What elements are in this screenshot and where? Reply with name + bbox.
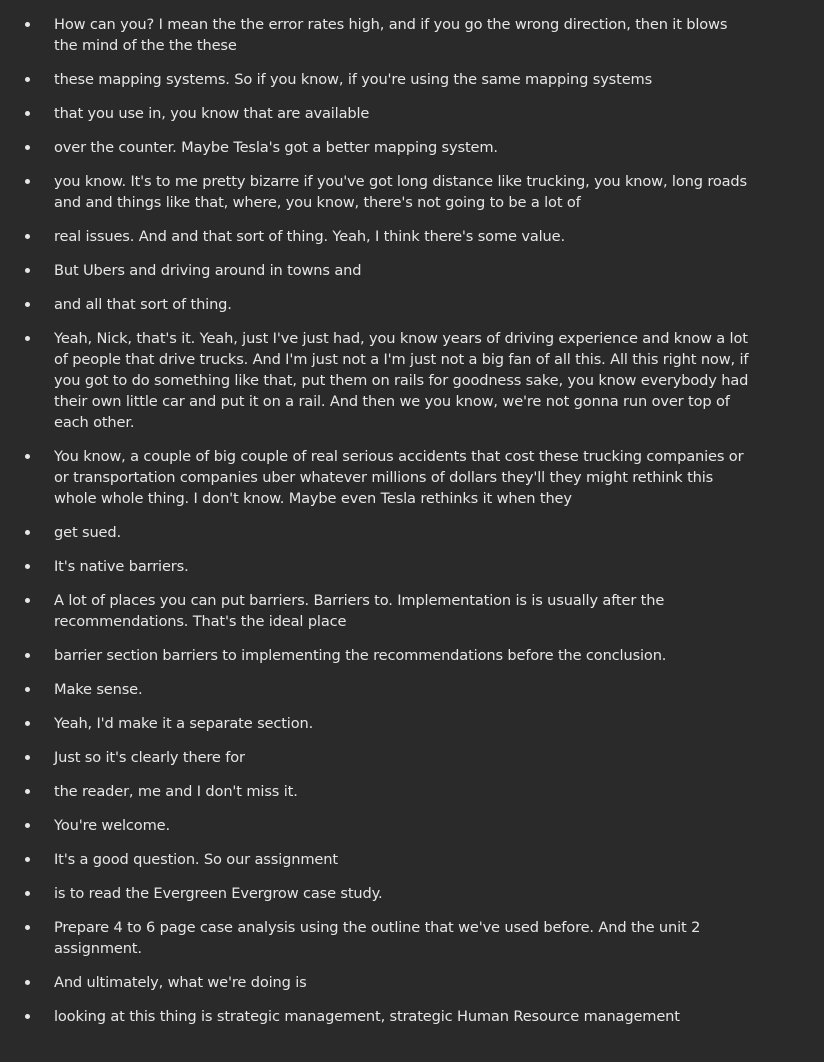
list-item[interactable]: the reader, me and I don't miss it. (0, 781, 754, 802)
list-item[interactable]: Yeah, I'd make it a separate section. (0, 713, 754, 734)
list-item[interactable]: And ultimately, what we're doing is (0, 972, 754, 993)
list-item[interactable]: How can you? I mean the the error rates high, and if you go the wrong direction, then it blows the mind of the the these (0, 14, 754, 56)
list-item[interactable]: You know, a couple of big couple of real serious accidents that cost these trucking companies or or transportation companies uber whatever millions of dollars they'll they might rethink this whole whole thing. I don't know. Maybe even Tesla rethinks it when they (0, 446, 754, 509)
list-item[interactable]: It's native barriers. (0, 556, 754, 577)
list-item[interactable]: these mapping systems. So if you know, if you're using the same mapping systems (0, 69, 754, 90)
list-item[interactable]: get sued. (0, 522, 754, 543)
list-item[interactable]: Prepare 4 to 6 page case analysis using the outline that we've used before. And the unit 2 assignment. (0, 917, 754, 959)
list-item[interactable]: and all that sort of thing. (0, 294, 754, 315)
list-item[interactable]: You're welcome. (0, 815, 754, 836)
list-item[interactable]: looking at this thing is strategic management, strategic Human Resource management (0, 1006, 754, 1027)
list-item[interactable]: is to read the Evergreen Evergrow case study. (0, 883, 754, 904)
list-item[interactable]: over the counter. Maybe Tesla's got a better mapping system. (0, 137, 754, 158)
list-item[interactable]: But Ubers and driving around in towns and (0, 260, 754, 281)
list-item[interactable]: It's a good question. So our assignment (0, 849, 754, 870)
list-item[interactable]: Make sense. (0, 679, 754, 700)
list-item[interactable]: A lot of places you can put barriers. Barriers to. Implementation is is usually after the recommendations. That's the ideal place (0, 590, 754, 632)
list-item[interactable]: Yeah, Nick, that's it. Yeah, just I've just had, you know years of driving experience and know a lot of people that drive trucks. And I'm just not a I'm just not a big fan of all this. All this right now, if you got to do something like that, put them on rails for goodness sake, you know everybody had their own little car and put it on a rail. And then we you know, we're not gonna run over top of each other. (0, 328, 754, 433)
list-item[interactable]: barrier section barriers to implementing the recommendations before the conclusion. (0, 645, 754, 666)
list-item[interactable]: that you use in, you know that are available (0, 103, 754, 124)
list-item[interactable]: real issues. And and that sort of thing. Yeah, I think there's some value. (0, 226, 754, 247)
list-item[interactable]: you know. It's to me pretty bizarre if you've got long distance like trucking, you know, long roads and and things like that, where, you know, there's not going to be a lot of (0, 171, 754, 213)
list-item[interactable]: Just so it's clearly there for (0, 747, 754, 768)
